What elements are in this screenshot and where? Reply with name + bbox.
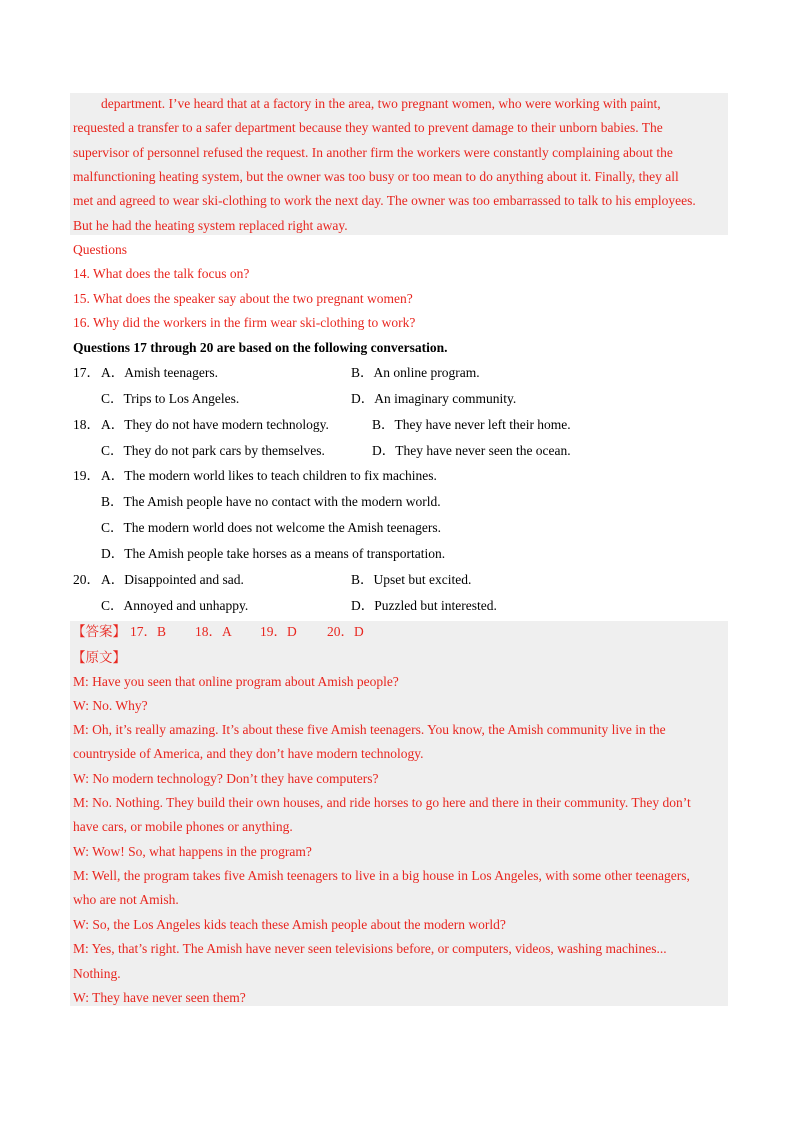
answer-18: 18．A [195,624,232,639]
q18-option-b: B．They have never left their home. [372,417,571,432]
q19-option-d: D．The Amish people take horses as a means of transportation. [101,546,446,561]
answer-19: 19．D [260,624,297,639]
q19-option-c: C．The modern world does not welcome the Amish teenagers. [101,520,442,535]
transcript-line: M: Oh, it’s really amazing. It’s about these five Amish teenagers. You know, the Amish community live in the [73,722,666,737]
transcript-line: W: No modern technology? Don’t they have computers? [73,771,379,786]
transcript-line: W: Wow! So, what happens in the program? [73,844,312,859]
transcript-line: Nothing. [73,966,121,981]
transcript-line: who are not Amish. [73,892,179,907]
passage-highlight [70,93,728,235]
q20-option-c: C．Annoyed and unhappy. [101,598,249,613]
passage-line: But he had the heating system replaced right away. [73,218,348,233]
questions-heading: Questions [73,242,127,257]
q20-number: 20． [73,572,100,587]
q19-option-b: B．The Amish people have no contact with the modern world. [101,494,441,509]
q17-option-c: C．Trips to Los Angeles. [101,391,240,406]
q18-option-c: C．They do not park cars by themselves. [101,443,325,458]
q18-option-d: D．They have never seen the ocean. [372,443,571,458]
transcript-line: have cars, or mobile phones or anything. [73,819,293,834]
passage-line: malfunctioning heating system, but the owner was too busy or too mean to do anything about it. Finally, they all [73,169,679,184]
passage-line: requested a transfer to a safer department because they wanted to prevent damage to their unborn babies. The [73,120,663,135]
transcript-line: M: Yes, that’s right. The Amish have never seen televisions before, or computers, videos, washing machines... [73,941,667,956]
passage-line: supervisor of personnel refused the request. In another firm the workers were constantly complaining about the [73,145,673,160]
transcript-line: W: No. Why? [73,698,148,713]
question-15: 15. What does the speaker say about the two pregnant women? [73,291,413,306]
q19-number: 19． [73,468,100,483]
q17-number: 17． [73,365,100,380]
section-heading: Questions 17 through 20 are based on the following conversation. [73,340,448,355]
transcript-line: W: So, the Los Angeles kids teach these Amish people about the modern world? [73,917,506,932]
q17-option-d: D．An imaginary community. [351,391,517,406]
question-16: 16. Why did the workers in the firm wear ski-clothing to work? [73,315,416,330]
transcript-line: M: Have you seen that online program about Amish people? [73,674,399,689]
q17-option-b: B．An online program. [351,365,480,380]
answer-20: 20．D [327,624,364,639]
q18-number: 18． [73,417,100,432]
q20-option-d: D．Puzzled but interested. [351,598,497,613]
transcript-line: W: They have never seen them? [73,990,246,1005]
q19-option-a: A．The modern world likes to teach children to fix machines. [101,468,437,483]
transcript-line: countryside of America, and they don’t have modern technology. [73,746,424,761]
q18-option-a: A．They do not have modern technology. [101,417,329,432]
passage-line: department. I’ve heard that at a factory in the area, two pregnant women, who were working with paint, [101,96,661,111]
question-14: 14. What does the talk focus on? [73,266,250,281]
answer-17: 17．B [130,624,167,639]
transcript-line: M: Well, the program takes five Amish teenagers to live in a big house in Los Angeles, with some other teenagers, [73,868,690,883]
q20-option-a: A．Disappointed and sad. [101,572,244,587]
q20-option-b: B．Upset but excited. [351,572,472,587]
q17-option-a: A．Amish teenagers. [101,365,218,380]
passage-line: met and agreed to wear ski-clothing to work the next day. The owner was too embarrassed to talk to his employees. [73,193,696,208]
answer-label: 【答案】 [72,624,126,639]
transcript-line: M: No. Nothing. They build their own houses, and ride horses to go here and there in their community. They don’t [73,795,691,810]
transcript-label: 【原文】 [72,650,126,665]
